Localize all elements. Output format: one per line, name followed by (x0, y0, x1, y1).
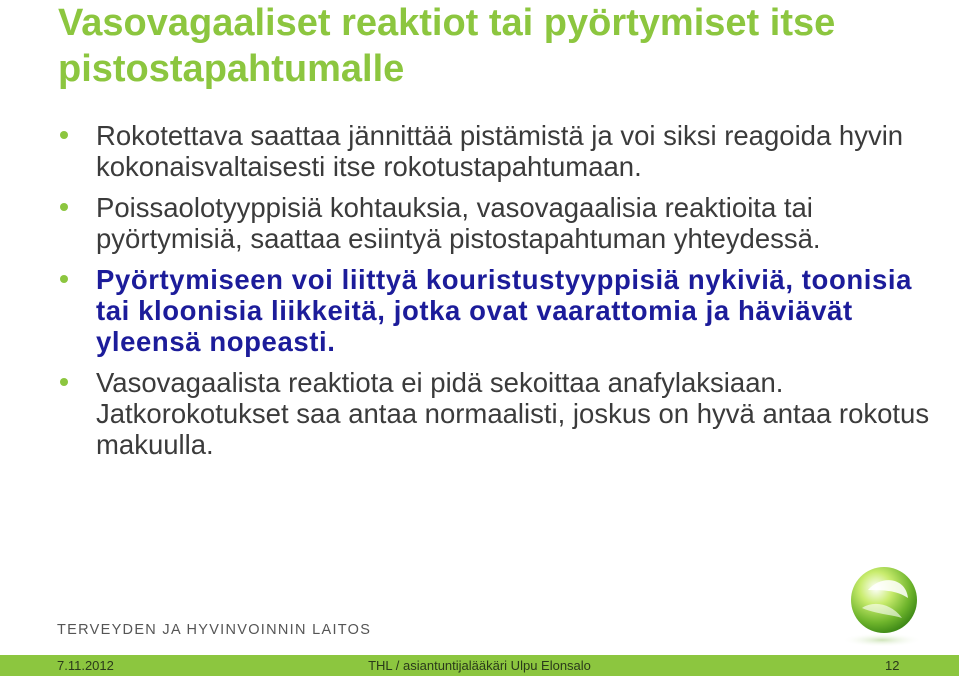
bullet-text: Pyörtymiseen voi liittyä kouristustyyppisiä nykiviä, toonisia tai kloonisia liikkeitä, jotka ovat vaarattomia ja häviävät yleensä nopeasti. (96, 264, 913, 357)
bullet-list (58, 120, 938, 470)
organization-name: TERVEYDEN JA HYVINVOINNIN LAITOS (57, 622, 372, 638)
bullet-item-emphasized (58, 264, 938, 357)
bullet-item (58, 192, 938, 254)
bullet-dot-icon (60, 378, 68, 386)
green-sphere-leaf-logo-icon (832, 560, 932, 650)
bullet-item (58, 367, 938, 460)
bullet-dot-icon (60, 203, 68, 211)
page-number: 12 (885, 658, 900, 673)
footer-author: THL / asiantuntijalääkäri Ulpu Elonsalo (368, 658, 591, 673)
footer-bar (0, 655, 959, 676)
bullet-item (58, 120, 938, 182)
bullet-dot-icon (60, 275, 68, 283)
bullet-text: Rokotettava saattaa jännittää pistämistä ja voi siksi reagoida hyvin kokonaisvaltaisesti itse rokotustapahtumaan. (96, 120, 904, 182)
bullet-text: Vasovagaalista reaktiota ei pidä sekoittaa anafylaksiaan. Jatkorokotukset saa antaa normaalisti, joskus on hyvä antaa rokotus makuulla. (96, 367, 930, 460)
slide-title: Vasovagaaliset reaktiot tai pyörtymiset itse pistostapahtumalle (58, 2, 836, 90)
bullet-text: Poissaolotyyppisiä kohtauksia, vasovagaalisia reaktioita tai pyörtymisiä, saattaa esiintyä pistostapahtuman yhteydessä. (96, 192, 821, 254)
footer-date: 7.11.2012 (57, 658, 114, 673)
bullet-dot-icon (60, 131, 68, 139)
